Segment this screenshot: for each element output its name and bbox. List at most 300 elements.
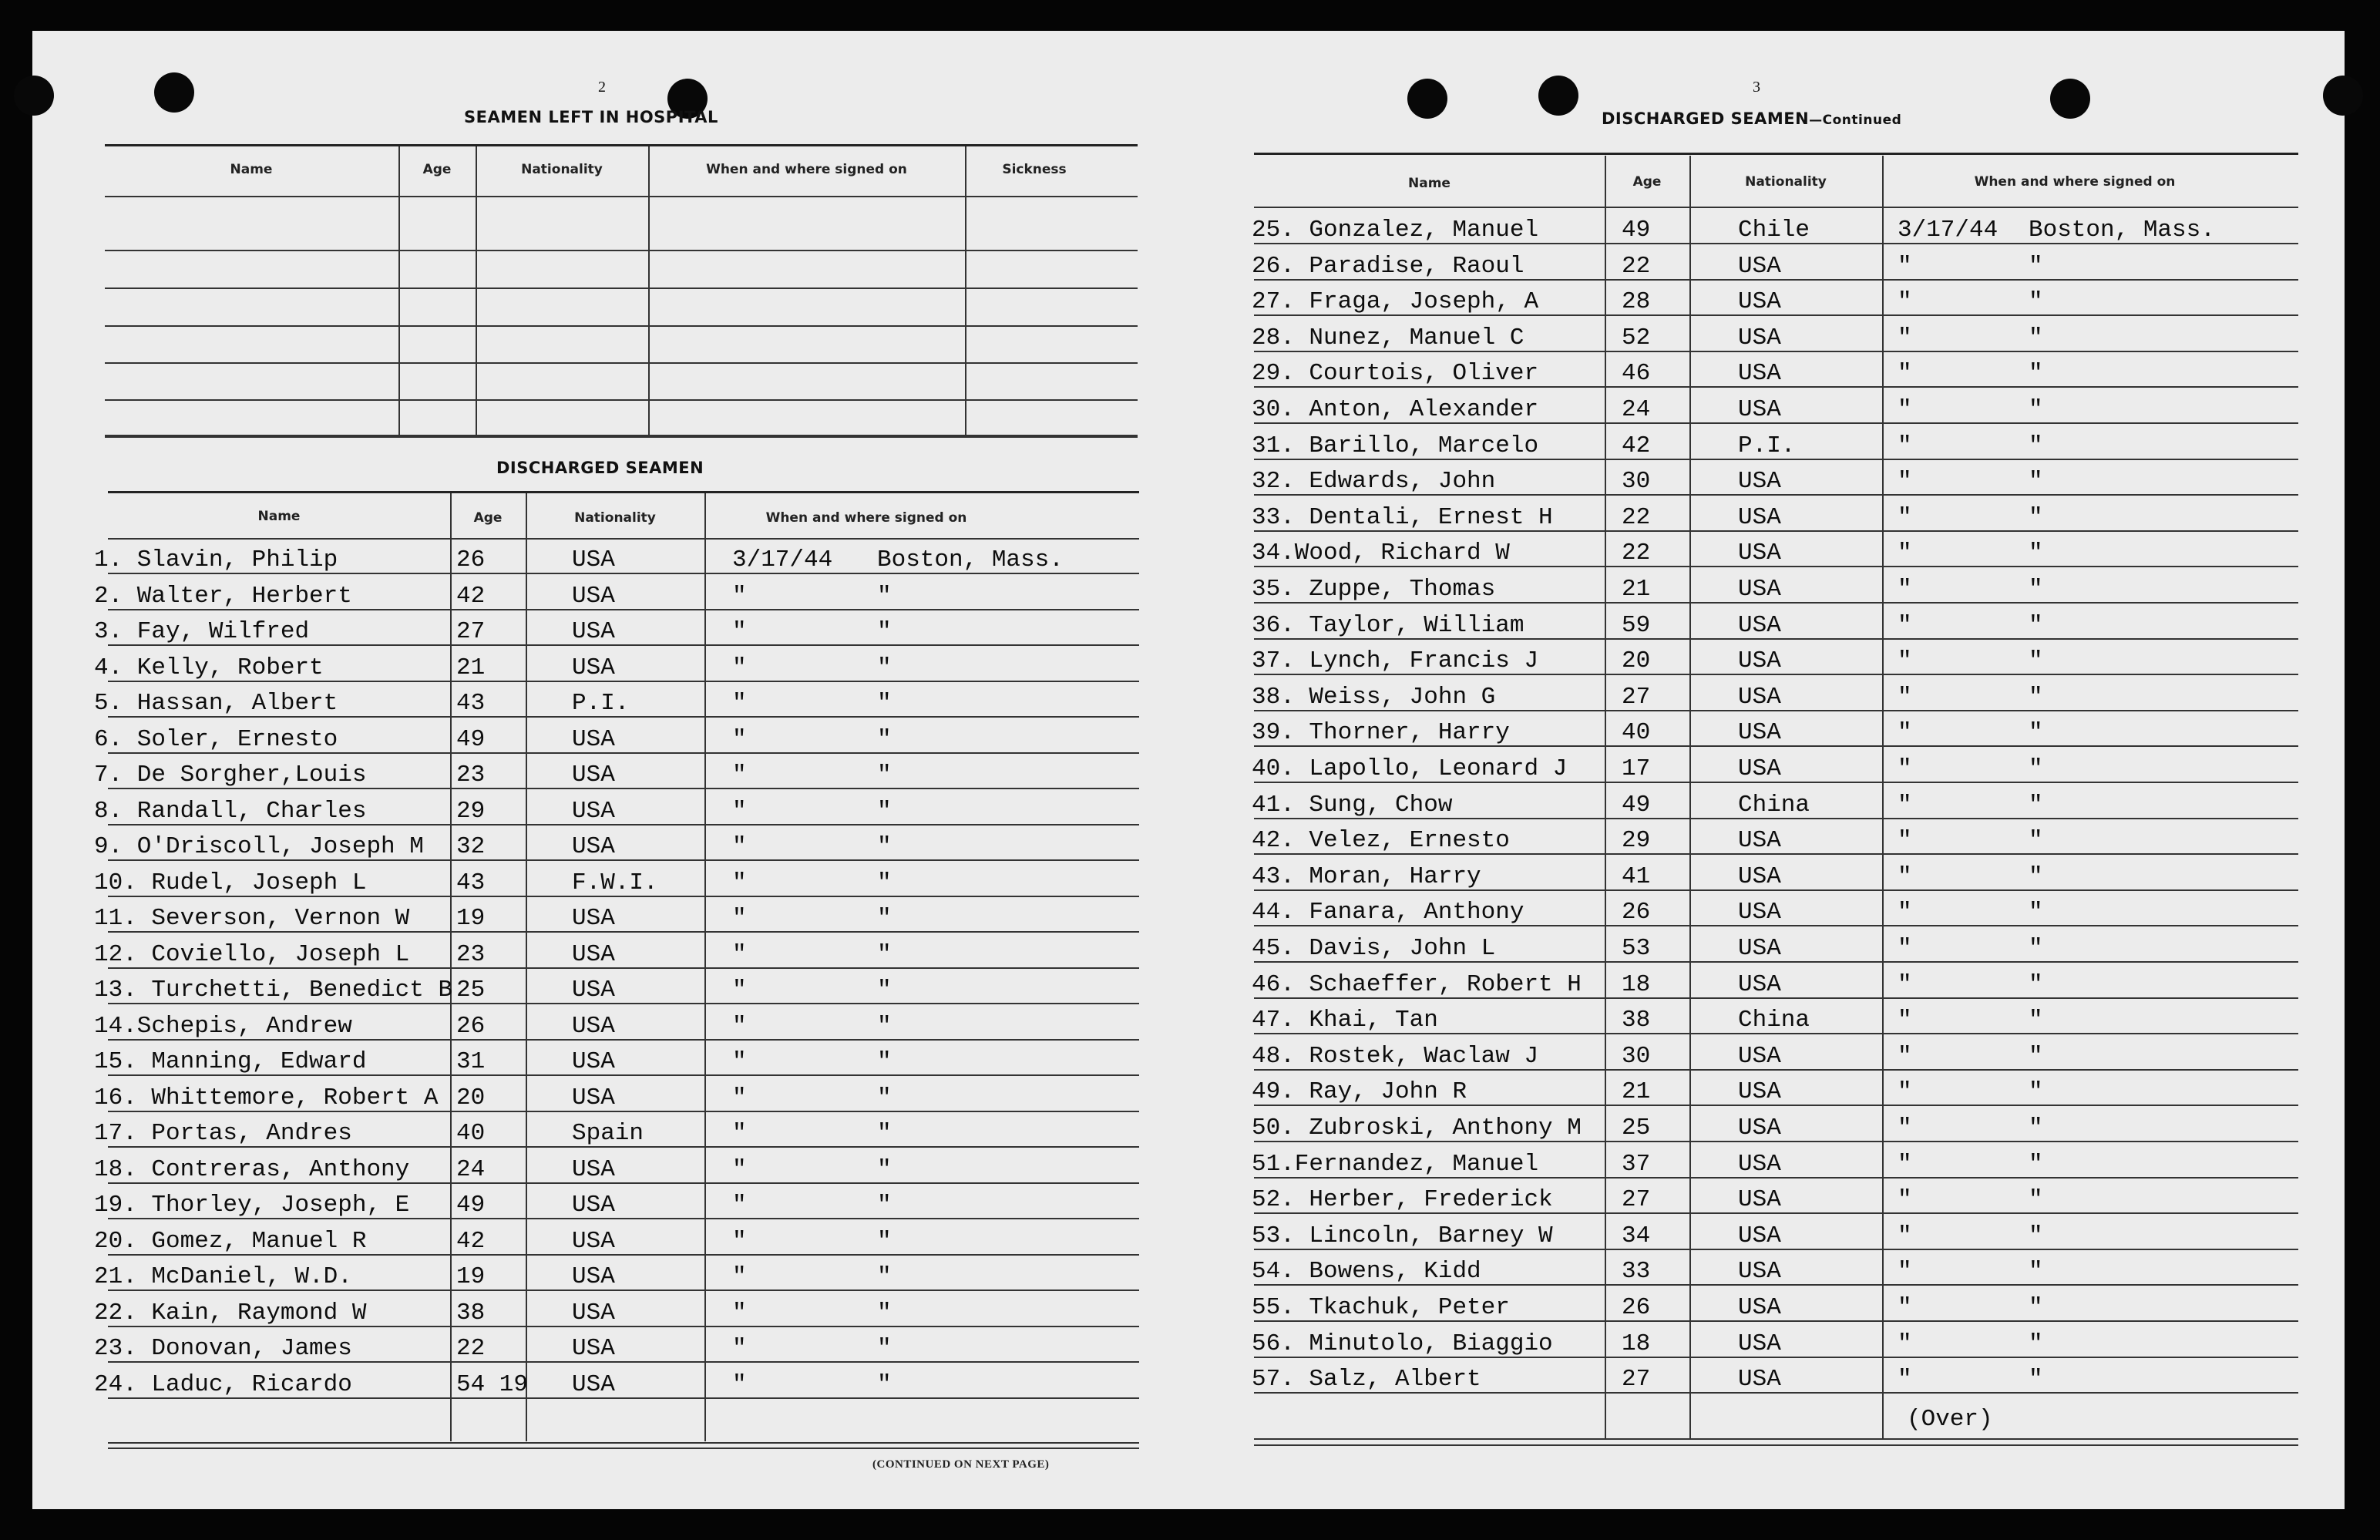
row-age: 41: [1622, 862, 1651, 890]
row-signed-on-date: ": [1898, 791, 1912, 819]
row-signed-on-place: ": [2029, 252, 2043, 280]
row-signed-on-place: ": [2029, 540, 2043, 567]
row-signed-on-place: ": [2029, 1186, 2043, 1214]
row-signed-on-date: ": [1898, 1078, 1912, 1106]
row-age: 26: [456, 546, 486, 573]
hospital-col-divider: [648, 146, 650, 436]
row-signed-on-date: ": [732, 977, 747, 1004]
row-signed-on-place: ": [2029, 468, 2043, 496]
row-nationality: USA: [572, 1299, 615, 1326]
row-signed-on-date: ": [732, 582, 747, 610]
row-nationality: USA: [572, 977, 615, 1004]
hospital-header-age: Age: [422, 162, 452, 177]
row-signed-on-date: 3/17/44: [732, 546, 833, 573]
row-signed-on-date: ": [732, 905, 747, 932]
hospital-table-row-line: [105, 325, 1138, 327]
row-signed-on-date: ": [732, 762, 747, 788]
row-signed-on-place: ": [877, 1012, 892, 1040]
row-nationality: USA: [1738, 970, 1781, 998]
row-signed-on-place: ": [877, 762, 892, 788]
row-age: 42: [456, 582, 486, 610]
row-name: 12. Coviello, Joseph L: [94, 940, 410, 968]
row-age: 18: [1622, 1330, 1651, 1357]
row-nationality: USA: [1738, 576, 1781, 603]
row-name: 6. Soler, Ernesto: [94, 725, 338, 753]
title-suffix: —Continued: [1809, 113, 1902, 128]
row-nationality: P.I.: [1738, 432, 1796, 459]
continued-footer: (CONTINUED ON NEXT PAGE): [872, 1458, 1050, 1471]
row-signed-on-date: ": [1898, 468, 1912, 496]
row-signed-on-place: ": [877, 1299, 892, 1326]
title-main: DISCHARGED SEAMEN: [1602, 109, 1810, 128]
row-signed-on-place: ": [877, 618, 892, 645]
row-nationality: USA: [1738, 468, 1781, 496]
discharged-header-name: Name: [257, 509, 301, 524]
row-signed-on-date: ": [1898, 683, 1912, 711]
row-nationality: USA: [572, 618, 615, 645]
row-signed-on-place: ": [2029, 755, 2043, 782]
row-nationality: USA: [1738, 1294, 1781, 1321]
row-nationality: Chile: [1738, 217, 1810, 244]
row-nationality: USA: [1738, 719, 1781, 747]
hospital-header-sickness: Sickness: [1002, 162, 1067, 177]
row-age: 19: [456, 1263, 486, 1290]
row-age: 22: [1622, 540, 1651, 567]
row-signed-on-place: ": [2029, 1078, 2043, 1106]
row-signed-on-place: ": [877, 869, 892, 896]
row-nationality: F.W.I.: [572, 869, 658, 896]
row-age: 59: [1622, 611, 1651, 639]
row-signed-on-date: ": [732, 1370, 747, 1398]
row-nationality: USA: [1738, 755, 1781, 782]
row-name: 4. Kelly, Robert: [94, 654, 324, 681]
row-signed-on-place: ": [877, 1048, 892, 1075]
row-name: 21. McDaniel, W.D.: [94, 1263, 352, 1290]
row-age: 29: [456, 797, 486, 825]
page-number: 2: [598, 79, 606, 96]
row-nationality: USA: [572, 725, 615, 753]
row-nationality: USA: [1738, 324, 1781, 351]
row-nationality: China: [1738, 1007, 1810, 1034]
row-name: 35. Zuppe, Thomas: [1252, 576, 1496, 603]
row-nationality: USA: [572, 1192, 615, 1219]
row-nationality: USA: [1738, 1330, 1781, 1357]
row-nationality: USA: [572, 1155, 615, 1183]
row-nationality: USA: [1738, 683, 1781, 711]
row-name: 30. Anton, Alexander: [1252, 396, 1539, 423]
row-age: 52: [1622, 324, 1651, 351]
row-name: 55. Tkachuk, Peter: [1252, 1294, 1510, 1321]
row-nationality: USA: [1738, 862, 1781, 890]
row-age: 49: [456, 1192, 486, 1219]
row-signed-on-place: ": [877, 1263, 892, 1290]
row-age: 25: [456, 977, 486, 1004]
discharged-table-header-line: [1254, 207, 2298, 208]
row-name: 15. Manning, Edward: [94, 1048, 367, 1075]
row-name: 47. Khai, Tan: [1252, 1007, 1438, 1034]
discharged-table-bottom: [1254, 1444, 2298, 1446]
row-name: 34.Wood, Richard W: [1252, 540, 1510, 567]
document-sheet: [32, 31, 2345, 1509]
row-age: 26: [456, 1012, 486, 1040]
row-name: 5. Hassan, Albert: [94, 690, 338, 717]
page-number: 3: [1753, 79, 1760, 96]
row-signed-on-place: ": [877, 977, 892, 1004]
discharged-header-signed-on: When and where signed on: [1974, 174, 2176, 190]
row-signed-on-place: ": [2029, 1115, 2043, 1142]
row-signed-on-place: ": [2029, 611, 2043, 639]
discharged-table-bottom: [1254, 1438, 2298, 1440]
row-signed-on-place: ": [2029, 360, 2043, 388]
row-age: 25: [1622, 1115, 1651, 1142]
row-signed-on-date: ": [1898, 970, 1912, 998]
row-age: 21: [1622, 576, 1651, 603]
hospital-col-divider: [398, 146, 400, 436]
row-nationality: USA: [1738, 1366, 1781, 1394]
row-name: 19. Thorley, Joseph, E: [94, 1192, 410, 1219]
row-name: 14.Schepis, Andrew: [94, 1012, 352, 1040]
row-age: 23: [456, 940, 486, 968]
row-age: 26: [1622, 899, 1651, 926]
hospital-header-name: Name: [230, 162, 273, 177]
row-nationality: USA: [1738, 1115, 1781, 1142]
row-name: 26. Paradise, Raoul: [1252, 252, 1524, 280]
row-name: 20. Gomez, Manuel R: [94, 1227, 367, 1255]
row-name: 40. Lapollo, Leonard J: [1252, 755, 1568, 782]
row-name: 38. Weiss, John G: [1252, 683, 1496, 711]
row-signed-on-place: ": [2029, 432, 2043, 459]
row-signed-on-place: ": [2029, 683, 2043, 711]
row-age: 22: [1622, 252, 1651, 280]
row-signed-on-place: ": [2029, 719, 2043, 747]
punch-hole: [1538, 76, 1578, 116]
row-name: 16. Whittemore, Robert A: [94, 1084, 439, 1111]
row-nationality: USA: [1738, 935, 1781, 962]
row-age: 18: [1622, 970, 1651, 998]
row-nationality: USA: [572, 940, 615, 968]
row-nationality: USA: [1738, 1042, 1781, 1070]
row-name: 22. Kain, Raymond W: [94, 1299, 367, 1326]
row-signed-on-place: Boston, Mass.: [877, 546, 1064, 573]
row-signed-on-date: ": [1898, 1007, 1912, 1034]
row-signed-on-date: ": [1898, 1258, 1912, 1286]
row-name: 1. Slavin, Philip: [94, 546, 338, 573]
row-name: 52. Herber, Frederick: [1252, 1186, 1553, 1214]
row-signed-on-date: ": [732, 1012, 747, 1040]
hospital-table-row-line: [105, 250, 1138, 251]
row-age: 43: [456, 690, 486, 717]
row-signed-on-date: ": [732, 833, 747, 860]
discharged-table-header-line: [108, 538, 1139, 540]
row-nationality: USA: [1738, 1258, 1781, 1286]
row-age: 31: [456, 1048, 486, 1075]
row-age: 17: [1622, 755, 1651, 782]
punch-hole: [2050, 79, 2090, 119]
discharged-header-signed-on: When and where signed on: [765, 510, 967, 526]
discharged-continued-title: [1602, 109, 1901, 128]
row-signed-on-date: ": [732, 690, 747, 717]
hospital-header-signed-on: When and where signed on: [706, 162, 907, 177]
row-age: 46: [1622, 360, 1651, 388]
row-nationality: USA: [1738, 1078, 1781, 1106]
row-signed-on-date: ": [1898, 611, 1912, 639]
row-nationality: USA: [572, 546, 615, 573]
row-name: 37. Lynch, Francis J: [1252, 647, 1539, 675]
row-signed-on-place: ": [2029, 1222, 2043, 1249]
discharged-col-divider: [1882, 156, 1884, 1438]
row-name: 50. Zubroski, Anthony M: [1252, 1115, 1582, 1142]
row-signed-on-date: ": [1898, 935, 1912, 962]
discharged-title: DISCHARGED SEAMEN: [496, 459, 704, 477]
row-name: 57. Salz, Albert: [1252, 1366, 1481, 1394]
row-nationality: USA: [1738, 1186, 1781, 1214]
row-signed-on-date: ": [732, 1120, 747, 1147]
row-name: 13. Turchetti, Benedict B: [94, 977, 453, 1004]
row-signed-on-place: ": [877, 582, 892, 610]
row-signed-on-date: ": [1898, 1366, 1912, 1394]
row-nationality: USA: [572, 1012, 615, 1040]
punch-hole: [14, 76, 54, 116]
row-signed-on-place: ": [877, 1120, 892, 1147]
row-signed-on-date: ": [732, 869, 747, 896]
row-signed-on-place: ": [877, 1192, 892, 1219]
row-nationality: USA: [1738, 827, 1781, 855]
hospital-col-divider: [965, 146, 966, 436]
row-signed-on-date: ": [732, 797, 747, 825]
discharged-table-bottom: [108, 1448, 1139, 1449]
row-signed-on-date: ": [1898, 1115, 1912, 1142]
row-signed-on-place: ": [2029, 576, 2043, 603]
row-nationality: USA: [572, 1227, 615, 1255]
row-nationality: USA: [572, 654, 615, 681]
row-name: 36. Taylor, William: [1252, 611, 1524, 639]
row-name: 42. Velez, Ernesto: [1252, 827, 1510, 855]
row-nationality: USA: [1738, 540, 1781, 567]
hospital-header-nationality: Nationality: [521, 162, 603, 177]
row-age: 29: [1622, 827, 1651, 855]
row-age: 27: [1622, 1186, 1651, 1214]
row-nationality: USA: [1738, 252, 1781, 280]
hospital-table-header-line: [105, 196, 1138, 197]
row-name: 56. Minutolo, Biaggio: [1252, 1330, 1553, 1357]
row-signed-on-date: ": [1898, 1330, 1912, 1357]
discharged-header-name: Name: [1408, 176, 1451, 191]
row-signed-on-date: ": [732, 654, 747, 681]
row-signed-on-date: ": [1898, 1294, 1912, 1321]
row-age: 19: [456, 905, 486, 932]
row-signed-on-date: ": [732, 618, 747, 645]
row-signed-on-place: ": [2029, 503, 2043, 531]
row-signed-on-date: ": [1898, 252, 1912, 280]
hospital-table-top: [105, 144, 1138, 146]
row-age: 38: [1622, 1007, 1651, 1034]
discharged-header-nationality: Nationality: [574, 510, 656, 526]
row-signed-on-date: ": [1898, 1186, 1912, 1214]
row-nationality: Spain: [572, 1120, 644, 1147]
row-signed-on-date: ": [1898, 540, 1912, 567]
row-age: 21: [456, 654, 486, 681]
row-age: 42: [1622, 432, 1651, 459]
row-age: 23: [456, 762, 486, 788]
row-name: 11. Severson, Vernon W: [94, 905, 410, 932]
row-signed-on-date: ": [1898, 1150, 1912, 1178]
row-name: 48. Rostek, Waclaw J: [1252, 1042, 1539, 1070]
row-name: 3. Fay, Wilfred: [94, 618, 310, 645]
row-signed-on-place: ": [877, 797, 892, 825]
row-age: 28: [1622, 288, 1651, 316]
row-name: 24. Laduc, Ricardo: [94, 1370, 352, 1398]
row-name: 31. Barillo, Marcelo: [1252, 432, 1539, 459]
row-name: 44. Fanara, Anthony: [1252, 899, 1524, 926]
row-age: 34: [1622, 1222, 1651, 1249]
row-signed-on-date: ": [732, 1335, 747, 1362]
punch-hole: [2323, 76, 2363, 116]
row-signed-on-place: ": [877, 654, 892, 681]
row-name: 33. Dentali, Ernest H: [1252, 503, 1553, 531]
row-name: 43. Moran, Harry: [1252, 862, 1481, 890]
row-signed-on-place: ": [2029, 1294, 2043, 1321]
row-signed-on-date: ": [1898, 827, 1912, 855]
row-age: 40: [456, 1120, 486, 1147]
row-nationality: USA: [1738, 1150, 1781, 1178]
row-signed-on-place: ": [877, 1335, 892, 1362]
row-name: 45. Davis, John L: [1252, 935, 1496, 962]
row-name: 10. Rudel, Joseph L: [94, 869, 367, 896]
row-name: 7. De Sorgher,Louis: [94, 762, 367, 788]
row-signed-on-place: ": [2029, 1330, 2043, 1357]
row-nationality: China: [1738, 791, 1810, 819]
row-signed-on-date: ": [1898, 1042, 1912, 1070]
row-age: 54 19: [456, 1370, 529, 1398]
row-name: 49. Ray, John R: [1252, 1078, 1467, 1106]
row-signed-on-place: ": [2029, 862, 2043, 890]
row-nationality: USA: [572, 1263, 615, 1290]
row-nationality: USA: [572, 905, 615, 932]
row-signed-on-date: ": [1898, 576, 1912, 603]
row-signed-on-date: ": [732, 1299, 747, 1326]
row-name: 2. Walter, Herbert: [94, 582, 352, 610]
row-name: 9. O'Driscoll, Joseph M: [94, 833, 424, 860]
row-age: 24: [456, 1155, 486, 1183]
row-signed-on-date: ": [1898, 503, 1912, 531]
row-nationality: P.I.: [572, 690, 630, 717]
row-signed-on-date: 3/17/44: [1898, 217, 1998, 244]
hospital-table-row-line: [105, 287, 1138, 289]
row-age: 30: [1622, 468, 1651, 496]
row-nationality: USA: [1738, 1222, 1781, 1249]
row-signed-on-date: ": [732, 1155, 747, 1183]
row-signed-on-date: ": [1898, 647, 1912, 675]
row-nationality: USA: [572, 762, 615, 788]
row-age: 42: [456, 1227, 486, 1255]
row-signed-on-date: ": [732, 1263, 747, 1290]
row-age: 20: [1622, 647, 1651, 675]
row-signed-on-date: ": [1898, 432, 1912, 459]
row-name: 29. Courtois, Oliver: [1252, 360, 1539, 388]
row-age: 27: [1622, 683, 1651, 711]
row-age: 26: [1622, 1294, 1651, 1321]
row-signed-on-place: ": [877, 833, 892, 860]
row-signed-on-place: ": [2029, 970, 2043, 998]
row-age: 49: [1622, 217, 1651, 244]
row-age: 49: [456, 725, 486, 753]
row-nationality: USA: [1738, 899, 1781, 926]
row-signed-on-place: ": [2029, 1150, 2043, 1178]
row-signed-on-place: ": [2029, 1042, 2043, 1070]
row-age: 22: [1622, 503, 1651, 531]
row-signed-on-date: ": [1898, 288, 1912, 316]
row-age: 32: [456, 833, 486, 860]
row-signed-on-date: ": [732, 940, 747, 968]
row-nationality: USA: [572, 582, 615, 610]
row-signed-on-date: ": [1898, 899, 1912, 926]
row-signed-on-place: ": [2029, 899, 2043, 926]
row-signed-on-date: ": [1898, 862, 1912, 890]
row-signed-on-place: ": [877, 690, 892, 717]
row-signed-on-date: ": [732, 1192, 747, 1219]
row-nationality: USA: [572, 1084, 615, 1111]
row-signed-on-place: ": [877, 1227, 892, 1255]
hospital-table-row-line: [105, 362, 1138, 364]
row-name: 39. Thorner, Harry: [1252, 719, 1510, 747]
row-signed-on-date: ": [1898, 360, 1912, 388]
row-name: 51.Fernandez, Manuel: [1252, 1150, 1539, 1178]
row-name: 54. Bowens, Kidd: [1252, 1258, 1481, 1286]
row-nationality: USA: [572, 1335, 615, 1362]
punch-hole: [154, 72, 194, 113]
row-age: 24: [1622, 396, 1651, 423]
row-signed-on-place: ": [877, 1370, 892, 1398]
row-age: 43: [456, 869, 486, 896]
row-name: 8. Randall, Charles: [94, 797, 367, 825]
row-nationality: USA: [1738, 288, 1781, 316]
punch-hole: [1407, 79, 1447, 119]
discharged-header-age: Age: [473, 510, 503, 526]
row-name: 32. Edwards, John: [1252, 468, 1496, 496]
row-age: 27: [456, 618, 486, 645]
row-signed-on-date: ": [1898, 719, 1912, 747]
row-name: 27. Fraga, Joseph, A: [1252, 288, 1539, 316]
discharged-table-top: [108, 491, 1139, 493]
row-signed-on-date: ": [1898, 324, 1912, 351]
discharged-header-age: Age: [1632, 174, 1662, 190]
row-signed-on-date: ": [732, 1048, 747, 1075]
discharged-col-divider: [1689, 156, 1691, 1438]
row-name: 41. Sung, Chow: [1252, 791, 1453, 819]
row-name: 53. Lincoln, Barney W: [1252, 1222, 1553, 1249]
row-age: 30: [1622, 1042, 1651, 1070]
row-signed-on-date: ": [1898, 755, 1912, 782]
row-name: 25. Gonzalez, Manuel: [1252, 217, 1539, 244]
hospital-col-divider: [476, 146, 477, 436]
discharged-table-top: [1254, 153, 2298, 155]
row-age: 38: [456, 1299, 486, 1326]
row-signed-on-place: ": [2029, 1007, 2043, 1034]
row-signed-on-date: ": [1898, 396, 1912, 423]
discharged-header-nationality: Nationality: [1745, 174, 1827, 190]
discharged-col-divider: [1605, 156, 1606, 1438]
row-signed-on-place: ": [2029, 647, 2043, 675]
row-age: 37: [1622, 1150, 1651, 1178]
hospital-title: SEAMEN LEFT IN HOSPITAL: [464, 108, 718, 126]
row-age: 27: [1622, 1366, 1651, 1394]
row-signed-on-date: ": [1898, 1222, 1912, 1249]
row-name: 46. Schaeffer, Robert H: [1252, 970, 1582, 998]
row-signed-on-place: ": [2029, 396, 2043, 423]
row-name: 18. Contreras, Anthony: [94, 1155, 410, 1183]
row-nationality: USA: [1738, 396, 1781, 423]
row-nationality: USA: [572, 833, 615, 860]
